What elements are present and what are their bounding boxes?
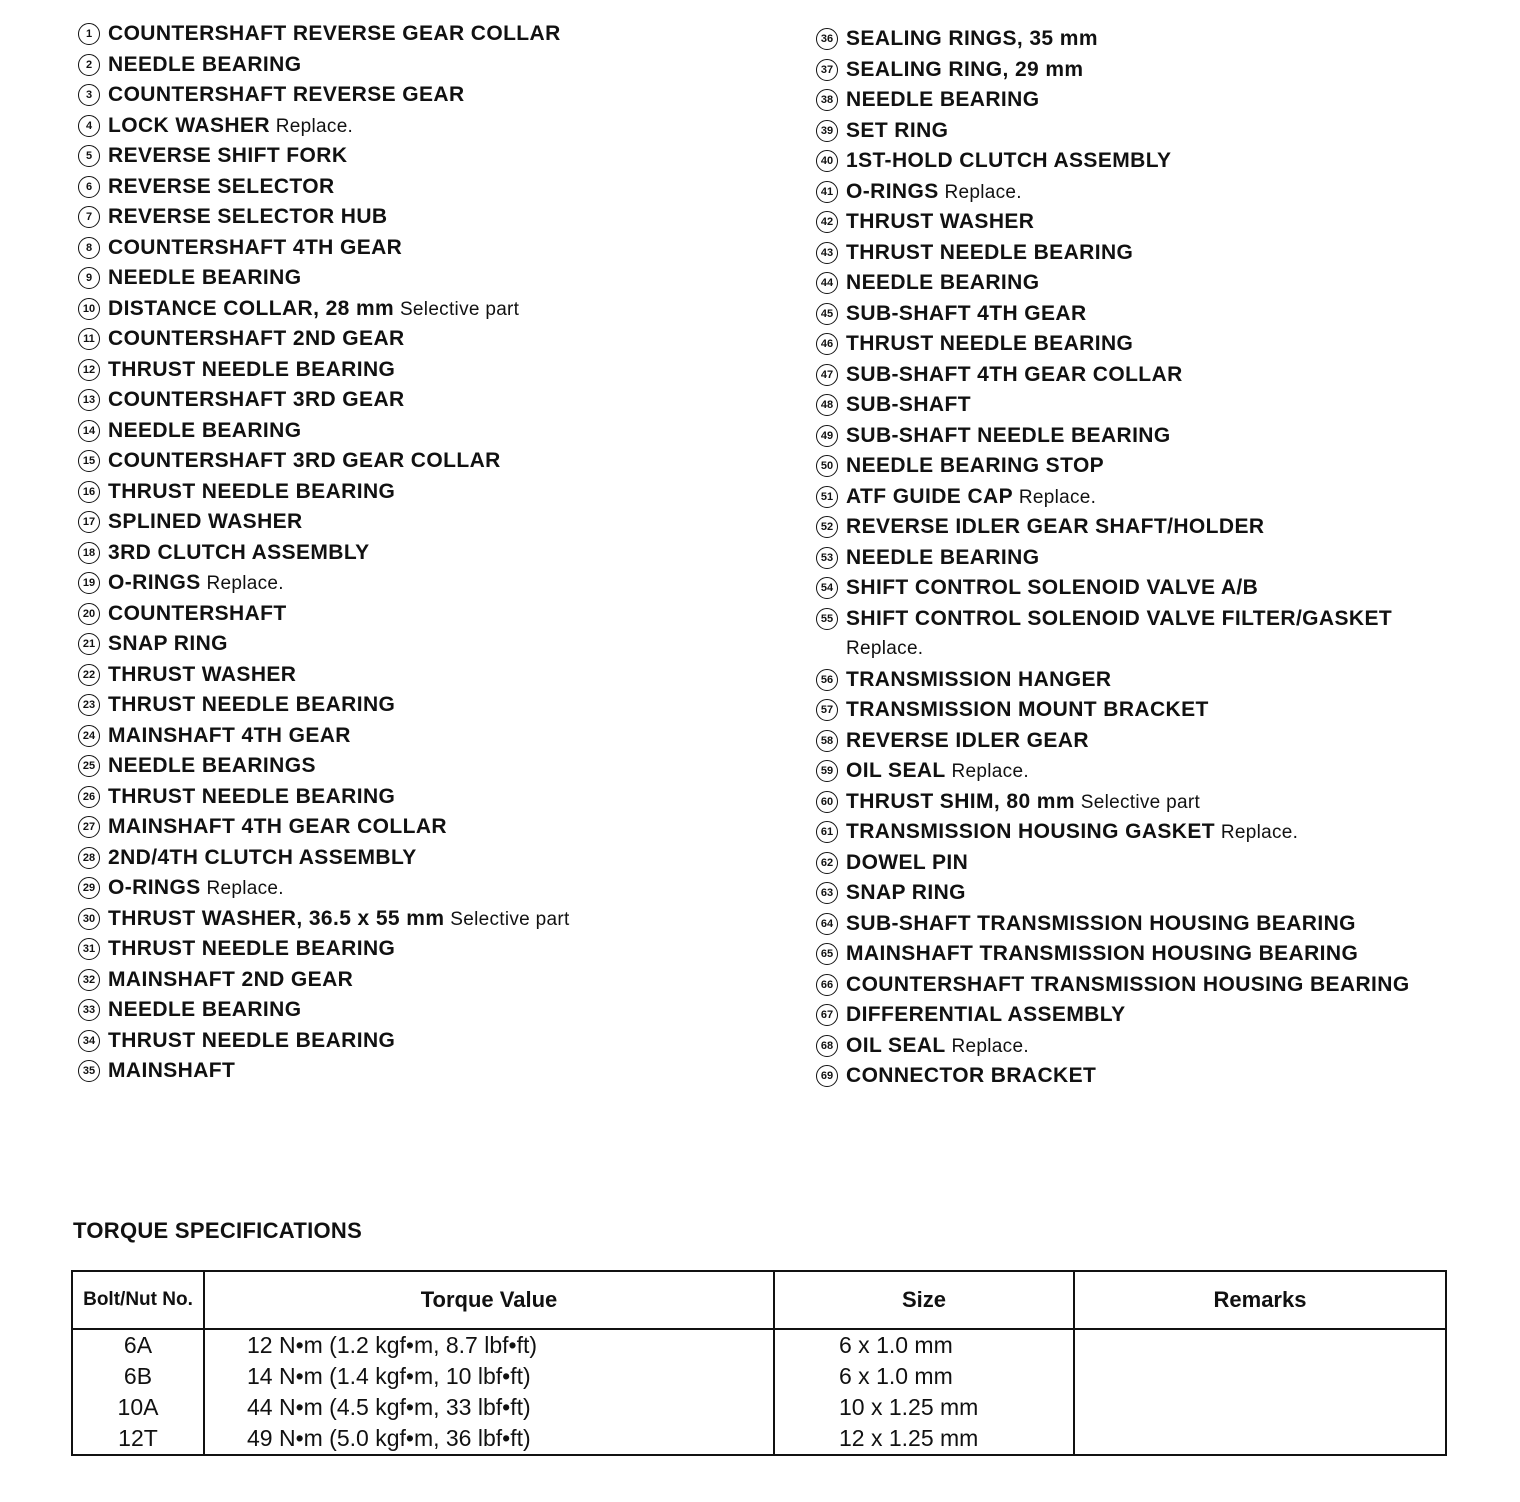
size-cell: 6 x 1.0 mm: [774, 1329, 1074, 1361]
part-item: [816, 1061, 1410, 1092]
part-name: NEEDLE BEARINGS: [108, 754, 316, 777]
part-item: [816, 390, 1410, 421]
part-number-circle: 24: [78, 725, 100, 747]
part-name: THRUST WASHER: [846, 210, 1035, 233]
part-item: [78, 721, 570, 752]
part-item: [78, 568, 570, 599]
part-number-circle: 25: [78, 755, 100, 777]
part-name: THRUST NEEDLE BEARING: [108, 784, 396, 808]
parts-list-left: [78, 19, 570, 1087]
part-number-circle: 18: [78, 542, 100, 564]
part-name: COUNTERSHAFT 3RD GEAR: [108, 388, 405, 411]
part-name: SEALING RINGS, 35 mm: [846, 27, 1098, 50]
part-number-circle: 26: [78, 786, 100, 808]
torque-row: [72, 1329, 1446, 1361]
part-number-circle: 68: [816, 1035, 838, 1057]
part-name: DISTANCE COLLAR, 28 mm: [108, 296, 395, 320]
part-number-circle: 59: [816, 760, 838, 782]
part-number-circle: 53: [816, 547, 838, 569]
part-name: SEALING RING, 29 mm: [846, 57, 1084, 81]
part-item: [816, 939, 1410, 970]
part-number-circle: 44: [816, 272, 838, 294]
part-item: [78, 233, 570, 264]
header-torque-value: Torque Value: [204, 1271, 774, 1329]
part-name: SNAP RING: [108, 632, 228, 655]
part-number-circle: 14: [78, 420, 100, 442]
part-name: MAINSHAFT 4TH GEAR: [108, 723, 351, 747]
part-name: OIL SEAL: [846, 1033, 946, 1057]
part-item: [78, 141, 570, 172]
part-item: [78, 202, 570, 233]
size-cell: 6 x 1.0 mm: [774, 1361, 1074, 1392]
part-number-circle: 54: [816, 577, 838, 599]
part-item: [78, 904, 570, 935]
part-item: [78, 660, 570, 691]
part-item: [78, 385, 570, 416]
part-number-circle: 28: [78, 847, 100, 869]
bolt-nut-cell: 10A: [72, 1392, 204, 1423]
part-number-circle: 6: [78, 176, 100, 198]
part-name: MAINSHAFT TRANSMISSION HOUSING BEARING: [846, 942, 1359, 965]
part-name: SET RING: [846, 118, 949, 142]
part-name: THRUST NEEDLE BEARING: [108, 357, 396, 381]
part-name: THRUST WASHER, 36.5 x 55 mm: [108, 906, 445, 930]
part-number-circle: 46: [816, 333, 838, 355]
part-number-circle: 38: [816, 89, 838, 111]
part-number-circle: 48: [816, 394, 838, 416]
part-note: Replace.: [846, 637, 924, 659]
part-item: [78, 477, 570, 508]
part-name: ATF GUIDE CAP: [846, 484, 1013, 508]
part-name: SUB-SHAFT NEEDLE BEARING: [846, 423, 1171, 447]
part-item: [816, 268, 1410, 299]
part-note: Selective part: [399, 298, 520, 320]
header-remarks: Remarks: [1074, 1271, 1446, 1329]
part-item: [816, 329, 1410, 360]
part-item: [78, 355, 570, 386]
part-number-circle: 66: [816, 974, 838, 996]
part-name: 3RD CLUTCH ASSEMBLY: [108, 540, 370, 564]
part-name: THRUST NEEDLE BEARING: [846, 240, 1134, 264]
part-name: SUB-SHAFT 4TH GEAR COLLAR: [846, 362, 1183, 386]
part-note: Replace.: [275, 115, 354, 137]
part-note: Replace.: [1018, 486, 1097, 508]
part-number-circle: 51: [816, 486, 838, 508]
part-number-circle: 49: [816, 425, 838, 447]
header-size: Size: [774, 1271, 1074, 1329]
part-item: [78, 324, 570, 355]
remarks-cell: [1074, 1392, 1446, 1423]
part-item: [816, 665, 1410, 696]
part-name: COUNTERSHAFT REVERSE GEAR: [108, 83, 465, 106]
part-item: [78, 263, 570, 294]
part-number-circle: 29: [78, 877, 100, 899]
size-cell: 12 x 1.25 mm: [774, 1423, 1074, 1455]
parts-list-right: [816, 24, 1410, 1092]
part-number-circle: 19: [78, 572, 100, 594]
part-name: TRANSMISSION MOUNT BRACKET: [846, 698, 1209, 721]
part-number-circle: 10: [78, 298, 100, 320]
part-item: [816, 817, 1410, 848]
part-item: [78, 812, 570, 843]
part-item: [78, 690, 570, 721]
part-item: [816, 24, 1410, 55]
part-note: Replace.: [206, 878, 284, 899]
part-item: [816, 695, 1410, 726]
part-name: SUB-SHAFT TRANSMISSION HOUSING BEARING: [846, 911, 1356, 935]
part-number-circle: 11: [78, 328, 100, 350]
part-item: [816, 360, 1410, 391]
part-item: [78, 934, 570, 965]
part-item: [78, 751, 570, 782]
part-item: [816, 878, 1410, 909]
part-number-circle: 41: [816, 181, 838, 203]
part-item: [78, 873, 570, 904]
part-number-circle: 16: [78, 481, 100, 503]
part-name: COUNTERSHAFT REVERSE GEAR COLLAR: [108, 22, 561, 45]
part-note: Replace.: [206, 573, 284, 594]
header-bolt: Bolt/Nut No.: [72, 1271, 204, 1329]
part-number-circle: 34: [78, 1030, 100, 1052]
torque-table-header: [72, 1271, 1446, 1329]
part-number-circle: 69: [816, 1065, 838, 1087]
part-item: [78, 1056, 570, 1087]
part-number-circle: 52: [816, 516, 838, 538]
part-item: [816, 482, 1410, 513]
part-item: [78, 80, 570, 111]
part-item: [816, 1000, 1410, 1031]
part-number-circle: 27: [78, 816, 100, 838]
part-item: [816, 116, 1410, 147]
part-note: Selective part: [450, 908, 570, 930]
part-name: SPLINED WASHER: [108, 510, 303, 533]
part-item: [78, 538, 570, 569]
part-name: CONNECTOR BRACKET: [846, 1064, 1097, 1087]
part-number-circle: 39: [816, 120, 838, 142]
part-name: NEEDLE BEARING: [108, 998, 302, 1021]
part-name: DOWEL PIN: [846, 850, 969, 874]
part-name: COUNTERSHAFT 3RD GEAR COLLAR: [108, 449, 501, 472]
part-item: [78, 599, 570, 630]
part-item: [816, 1031, 1410, 1062]
part-note: Replace.: [951, 761, 1029, 782]
part-item: [816, 177, 1410, 208]
part-item: [816, 146, 1410, 177]
part-name: O-RINGS: [846, 179, 939, 203]
part-name: DIFFERENTIAL ASSEMBLY: [846, 1003, 1126, 1026]
part-name: THRUST NEEDLE BEARING: [108, 1028, 396, 1052]
part-note: Replace.: [944, 181, 1022, 203]
part-name: MAINSHAFT 2ND GEAR: [108, 967, 354, 991]
part-name: REVERSE IDLER GEAR SHAFT/HOLDER: [846, 515, 1265, 538]
part-number-circle: 50: [816, 455, 838, 477]
part-item: [78, 629, 570, 660]
part-number-circle: 35: [78, 1060, 100, 1082]
part-name: NEEDLE BEARING: [846, 545, 1040, 569]
part-item: [78, 172, 570, 203]
part-item: [816, 787, 1410, 818]
remarks-cell: [1074, 1423, 1446, 1455]
part-number-circle: 32: [78, 969, 100, 991]
part-item: [78, 965, 570, 996]
part-number-circle: 31: [78, 938, 100, 960]
part-number-circle: 1: [78, 23, 100, 45]
part-number-circle: 36: [816, 28, 838, 50]
part-item: [78, 507, 570, 538]
part-item: [78, 995, 570, 1026]
part-item: [816, 726, 1410, 757]
part-name: NEEDLE BEARING: [108, 418, 302, 442]
part-item: [78, 294, 570, 325]
part-name: O-RINGS: [108, 571, 201, 594]
part-item: [816, 85, 1410, 116]
part-item: [816, 207, 1410, 238]
remarks-cell: [1074, 1329, 1446, 1361]
part-number-circle: 13: [78, 389, 100, 411]
part-name: THRUST NEEDLE BEARING: [108, 479, 396, 503]
part-item: [816, 238, 1410, 269]
part-number-circle: 22: [78, 664, 100, 686]
part-number-circle: 56: [816, 669, 838, 691]
part-number-circle: 60: [816, 791, 838, 813]
part-number-circle: 63: [816, 882, 838, 904]
torque-table: [71, 1270, 1447, 1456]
part-number-circle: 33: [78, 999, 100, 1021]
part-number-circle: 67: [816, 1004, 838, 1026]
part-name: SUB-SHAFT: [846, 393, 971, 416]
bolt-nut-cell: 6A: [72, 1329, 204, 1361]
size-cell: 10 x 1.25 mm: [774, 1392, 1074, 1423]
part-number-circle: 62: [816, 852, 838, 874]
part-item: [816, 512, 1410, 543]
part-number-circle: 8: [78, 237, 100, 259]
part-name: THRUST NEEDLE BEARING: [846, 332, 1134, 355]
part-number-circle: 64: [816, 913, 838, 935]
part-number-circle: 55: [816, 608, 838, 630]
part-name: O-RINGS: [108, 876, 201, 899]
part-number-circle: 58: [816, 730, 838, 752]
part-name: COUNTERSHAFT: [108, 601, 287, 625]
part-number-circle: 61: [816, 821, 838, 843]
part-name: REVERSE SELECTOR HUB: [108, 205, 388, 228]
part-item: [816, 543, 1410, 574]
part-name: COUNTERSHAFT 2ND GEAR: [108, 327, 405, 350]
part-number-circle: 4: [78, 115, 100, 137]
part-item: [816, 970, 1410, 1001]
part-note: Selective part: [1080, 791, 1201, 813]
part-name: SNAP RING: [846, 881, 966, 904]
part-number-circle: 37: [816, 59, 838, 81]
part-item: [816, 55, 1410, 86]
part-item: [78, 782, 570, 813]
part-name: MAINSHAFT 4TH GEAR COLLAR: [108, 815, 447, 838]
part-name: 2ND/4TH CLUTCH ASSEMBLY: [108, 845, 417, 869]
part-note: Replace.: [1220, 822, 1299, 843]
part-number-circle: 47: [816, 364, 838, 386]
part-item: [816, 299, 1410, 330]
part-note: Replace.: [951, 1035, 1029, 1057]
remarks-cell: [1074, 1361, 1446, 1392]
part-name: COUNTERSHAFT TRANSMISSION HOUSING BEARING: [846, 972, 1410, 996]
part-number-circle: 65: [816, 943, 838, 965]
torque-row: [72, 1361, 1446, 1392]
part-name: NEEDLE BEARING: [846, 88, 1040, 111]
part-number-circle: 30: [78, 908, 100, 930]
part-item: [816, 756, 1410, 787]
part-name: SHIFT CONTROL SOLENOID VALVE FILTER/GASKET: [846, 606, 1393, 630]
part-number-circle: 5: [78, 145, 100, 167]
part-number-circle: 9: [78, 267, 100, 289]
part-item: [78, 416, 570, 447]
part-number-circle: 21: [78, 633, 100, 655]
part-number-circle: 57: [816, 699, 838, 721]
part-number-circle: 45: [816, 303, 838, 325]
part-item: [816, 421, 1410, 452]
part-item: [78, 50, 570, 81]
part-number-circle: 20: [78, 603, 100, 625]
part-item: [816, 909, 1410, 940]
torque-value-cell: 12 N•m (1.2 kgf•m, 8.7 lbf•ft): [204, 1329, 774, 1361]
torque-row: [72, 1392, 1446, 1423]
part-name: REVERSE IDLER GEAR: [846, 728, 1089, 752]
part-name: LOCK WASHER: [108, 113, 270, 137]
torque-value-cell: 14 N•m (1.4 kgf•m, 10 lbf•ft): [204, 1361, 774, 1392]
torque-value-cell: 44 N•m (4.5 kgf•m, 33 lbf•ft): [204, 1392, 774, 1423]
part-name: THRUST NEEDLE BEARING: [108, 693, 396, 716]
part-item: [816, 848, 1410, 879]
part-name: NEEDLE BEARING: [108, 266, 302, 289]
part-item: [816, 451, 1410, 482]
part-number-circle: 23: [78, 694, 100, 716]
part-name: COUNTERSHAFT 4TH GEAR: [108, 235, 403, 259]
part-name: SHIFT CONTROL SOLENOID VALVE A/B: [846, 576, 1259, 599]
part-name: NEEDLE BEARING STOP: [846, 454, 1105, 477]
torque-specifications-title: TORQUE SPECIFICATIONS: [73, 1218, 363, 1243]
part-number-circle: 17: [78, 511, 100, 533]
bolt-nut-cell: 12T: [72, 1423, 204, 1455]
part-name: NEEDLE BEARING: [846, 271, 1040, 294]
part-item: [78, 1026, 570, 1057]
part-name: NEEDLE BEARING: [108, 52, 302, 76]
part-name: THRUST SHIM, 80 mm: [846, 789, 1075, 813]
part-name: OIL SEAL: [846, 759, 946, 782]
bolt-nut-cell: 6B: [72, 1361, 204, 1392]
part-number-circle: 12: [78, 359, 100, 381]
part-item: [78, 843, 570, 874]
part-item: [78, 111, 570, 142]
part-item: [816, 573, 1410, 604]
part-name: THRUST WASHER: [108, 662, 297, 686]
part-number-circle: 43: [816, 242, 838, 264]
torque-value-cell: 49 N•m (5.0 kgf•m, 36 lbf•ft): [204, 1423, 774, 1455]
part-number-circle: 3: [78, 84, 100, 106]
part-number-circle: 40: [816, 150, 838, 172]
part-number-circle: 42: [816, 211, 838, 233]
part-name: 1ST-HOLD CLUTCH ASSEMBLY: [846, 149, 1172, 172]
part-item: [78, 19, 570, 50]
torque-row: [72, 1423, 1446, 1455]
part-name: TRANSMISSION HOUSING GASKET: [846, 820, 1215, 843]
part-item: [78, 446, 570, 477]
part-name: MAINSHAFT: [108, 1059, 236, 1082]
part-name: THRUST NEEDLE BEARING: [108, 937, 396, 960]
part-number-circle: 15: [78, 450, 100, 472]
part-item: [816, 604, 1410, 665]
part-number-circle: 2: [78, 54, 100, 76]
part-name: TRANSMISSION HANGER: [846, 667, 1112, 691]
part-name: REVERSE SELECTOR: [108, 174, 335, 198]
part-name: REVERSE SHIFT FORK: [108, 144, 348, 167]
part-number-circle: 7: [78, 206, 100, 228]
part-name: SUB-SHAFT 4TH GEAR: [846, 301, 1087, 325]
